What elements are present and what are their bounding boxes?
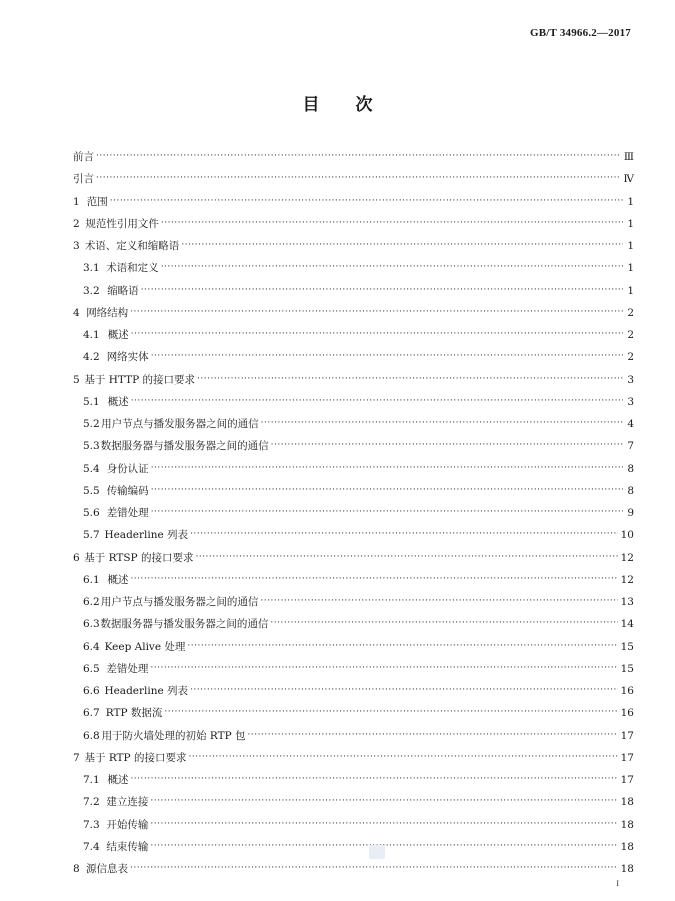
toc-entry-page: 16 <box>620 707 634 720</box>
toc-entry-number: 7.3 <box>83 818 100 831</box>
toc-entry-title: 网络结构 <box>86 306 129 319</box>
toc-entry-number: 5.3 <box>83 440 100 453</box>
toc-entry-page: 1 <box>627 284 634 297</box>
toc-entry[interactable] <box>73 416 634 438</box>
toc-entry-title: 术语和定义 <box>106 262 159 275</box>
toc-entry-number: 5.7 <box>83 529 100 542</box>
toc-entry-number: 7.4 <box>83 840 100 853</box>
page-title-char-2: 次 <box>355 95 373 115</box>
toc-entry-number: 5.1 <box>83 395 100 408</box>
toc-dot-leader <box>261 418 623 428</box>
toc-entry-number: 6.3 <box>83 618 100 631</box>
toc-dot-leader <box>131 396 623 406</box>
toc-entry-page: 17 <box>620 729 634 742</box>
toc-entry-title: 身份认证 <box>106 462 149 475</box>
toc-entry-title: 概述 <box>107 573 129 586</box>
toc-dot-leader <box>130 574 617 584</box>
toc-entry-page: 17 <box>620 751 634 764</box>
toc-entry-page: 16 <box>620 685 634 697</box>
toc-dot-leader <box>181 240 623 250</box>
toc-entry-title: 前言 <box>73 151 94 163</box>
toc-dot-leader <box>150 663 617 673</box>
toc-entry[interactable] <box>73 327 634 349</box>
toc-dot-leader <box>151 351 623 361</box>
toc-entry[interactable] <box>73 683 634 705</box>
toc-entry[interactable] <box>73 349 634 371</box>
toc-entry-page: 4 <box>627 418 634 430</box>
toc-entry-page: 12 <box>620 573 634 586</box>
toc-entry[interactable] <box>73 260 634 282</box>
toc-dot-leader <box>248 730 618 740</box>
toc-entry-page: 1 <box>627 240 634 252</box>
toc-entry-title: 基于 RTP 的接口要求 <box>84 751 187 764</box>
toc-entry[interactable] <box>73 639 634 661</box>
toc-entry-number: 5.2 <box>83 418 100 430</box>
toc-entry[interactable] <box>73 705 634 727</box>
toc-entry[interactable] <box>73 438 634 460</box>
toc-entry-title: 网络实体 <box>106 351 149 364</box>
toc-entry[interactable] <box>73 372 634 394</box>
toc-entry-number: 6 <box>73 551 80 564</box>
toc-entry[interactable] <box>73 550 634 572</box>
toc-entry-number: 6.5 <box>83 662 100 675</box>
toc-entry[interactable] <box>73 839 634 861</box>
toc-entry-title: 用户节点与播发服务器之间的通信 <box>101 418 259 430</box>
toc-entry[interactable] <box>73 283 634 305</box>
toc-dot-leader <box>197 374 623 384</box>
toc-entry-page: 17 <box>620 774 634 786</box>
toc-entry-title: 结束传输 <box>106 840 149 853</box>
toc-entry-number: 6.1 <box>83 573 100 586</box>
toc-dot-leader <box>190 529 618 539</box>
toc-entry-title: 概述 <box>107 395 129 408</box>
toc-entry-number: 4.2 <box>83 351 100 364</box>
toc-dot-leader <box>270 618 617 628</box>
toc-entry-page: 15 <box>620 662 634 675</box>
toc-entry-page: 1 <box>627 195 634 208</box>
toc-dot-leader <box>96 173 621 183</box>
toc-entry[interactable] <box>73 594 634 616</box>
toc-entry-page: 2 <box>627 306 634 319</box>
toc-entry[interactable] <box>73 772 634 794</box>
toc-dot-leader <box>130 774 617 784</box>
toc-dot-leader <box>271 440 623 450</box>
toc-dot-leader <box>190 685 618 695</box>
page-title <box>0 90 675 115</box>
toc-dot-leader <box>187 641 617 651</box>
toc-dot-leader <box>131 329 623 339</box>
toc-dot-leader <box>110 196 623 206</box>
toc-entry-page: 3 <box>627 395 634 408</box>
toc-dot-leader <box>141 285 623 295</box>
toc-dot-leader <box>130 307 623 317</box>
toc-entry[interactable] <box>73 505 634 527</box>
toc-entry[interactable] <box>73 461 634 483</box>
toc-entry-number: 7.1 <box>83 774 100 786</box>
watermark-mark <box>369 845 385 859</box>
toc-entry-page: 3 <box>627 373 634 386</box>
toc-entry-number: 5.4 <box>83 462 100 475</box>
toc-entry-title: 规范性引用文件 <box>85 217 159 230</box>
toc-entry-page: 12 <box>620 551 634 564</box>
toc-entry-page: Ⅳ <box>623 173 634 186</box>
toc-dot-leader <box>151 463 623 473</box>
toc-entry-number: 4.1 <box>83 329 100 341</box>
toc-entry-page: 8 <box>627 462 634 475</box>
toc-dot-leader <box>130 863 618 873</box>
toc-entry-title: 基于 RTSP 的接口要求 <box>84 551 194 564</box>
toc-entry[interactable] <box>73 194 634 216</box>
toc-entry[interactable] <box>73 394 634 416</box>
toc-entry-title: 数据服务器与播发服务器之间的通信 <box>100 618 269 631</box>
toc-entry-number: 7 <box>73 751 80 764</box>
toc-entry-number: 6.6 <box>83 685 100 697</box>
toc-entry-title: Headerline 列表 <box>104 529 189 542</box>
toc-entry[interactable] <box>73 171 634 193</box>
page-title-char-1: 目 <box>302 95 320 115</box>
toc-entry-page: 18 <box>620 863 634 875</box>
toc-dot-leader <box>151 485 623 495</box>
toc-entry-page: 2 <box>627 351 634 364</box>
toc-entry-number: 5 <box>73 373 80 386</box>
toc-entry-number: 6.2 <box>83 596 100 608</box>
toc-entry-title: 建立连接 <box>106 796 149 809</box>
toc-entry-title: 范围 <box>86 195 108 208</box>
toc-dot-leader <box>150 819 617 829</box>
toc-entry-number: 2 <box>73 217 80 230</box>
toc-entry-page: 18 <box>620 840 634 853</box>
toc-entry-page: 14 <box>620 618 634 631</box>
toc-entry-page: 13 <box>620 596 634 608</box>
toc-entry[interactable] <box>73 527 634 549</box>
toc-entry-number: 4 <box>73 306 80 319</box>
toc-entry-title: 术语、定义和缩略语 <box>84 240 180 252</box>
toc-dot-leader <box>161 218 623 228</box>
toc-entry-page: Ⅲ <box>623 151 634 163</box>
toc-entry-number: 3.1 <box>83 262 100 275</box>
toc-entry-number: 6.4 <box>83 640 100 653</box>
toc-dot-leader <box>188 752 617 762</box>
toc-entry-title: 基于 HTTP 的接口要求 <box>84 373 195 386</box>
toc-entry-number: 7.2 <box>83 796 100 809</box>
toc-entry-page: 1 <box>627 217 634 230</box>
table-of-contents <box>73 149 634 883</box>
toc-entry-title: 概述 <box>107 774 129 786</box>
toc-entry[interactable] <box>73 149 634 171</box>
toc-entry-page: 10 <box>620 529 634 542</box>
toc-entry-title: 传输编码 <box>106 484 149 497</box>
toc-dot-leader <box>150 796 617 806</box>
toc-entry-title: 源信息表 <box>86 863 129 875</box>
toc-entry-page: 7 <box>627 440 634 453</box>
toc-entry-title: Keep Alive 处理 <box>104 640 186 653</box>
toc-dot-leader <box>161 262 623 272</box>
toc-dot-leader <box>96 151 621 161</box>
toc-entry-number: 5.6 <box>83 507 100 519</box>
toc-entry[interactable] <box>73 750 634 772</box>
toc-dot-leader <box>260 596 617 606</box>
toc-entry-number: 3 <box>73 240 80 252</box>
toc-entry-title: Headerline 列表 <box>104 685 189 697</box>
toc-entry-title: 开始传输 <box>106 818 149 831</box>
toc-entry-number: 3.2 <box>83 284 100 297</box>
toc-entry[interactable] <box>73 572 634 594</box>
toc-entry[interactable] <box>73 238 634 260</box>
page-number: I <box>616 879 619 888</box>
toc-entry[interactable] <box>73 616 634 638</box>
toc-entry[interactable] <box>73 794 634 816</box>
toc-entry[interactable] <box>73 483 634 505</box>
toc-entry-title: RTP 数据流 <box>105 707 163 720</box>
toc-entry-number: 5.5 <box>83 484 100 497</box>
toc-entry-number: 1 <box>73 195 80 208</box>
toc-entry[interactable] <box>73 305 634 327</box>
toc-entry-page: 18 <box>620 818 634 831</box>
toc-entry[interactable] <box>73 216 634 238</box>
toc-entry-title: 差错处理 <box>106 507 149 519</box>
toc-entry-number: 8 <box>73 863 80 875</box>
toc-entry-page: 9 <box>627 507 634 519</box>
toc-entry-title: 缩略语 <box>107 284 139 297</box>
toc-entry-title: 概述 <box>107 329 129 341</box>
toc-entry-page: 18 <box>620 796 634 809</box>
toc-entry-page: 8 <box>627 484 634 497</box>
standard-code: GB/T 34966.2—2017 <box>530 27 631 39</box>
toc-entry[interactable] <box>73 661 634 683</box>
toc-entry-number: 6.8 <box>83 729 100 742</box>
toc-entry[interactable] <box>73 861 634 883</box>
toc-entry-title: 用于防火墙处理的初始 RTP 包 <box>101 729 246 742</box>
toc-entry-title: 用户节点与播发服务器之间的通信 <box>100 596 259 608</box>
toc-entry-title: 引言 <box>73 173 94 186</box>
toc-dot-leader <box>195 552 617 562</box>
toc-entry[interactable] <box>73 817 634 839</box>
toc-dot-leader <box>151 507 623 517</box>
toc-entry-page: 15 <box>620 640 634 653</box>
toc-dot-leader <box>164 707 617 717</box>
toc-entry-number: 6.7 <box>83 707 100 720</box>
toc-entry-page: 1 <box>627 262 634 275</box>
toc-entry-title: 差错处理 <box>106 662 149 675</box>
toc-entry-page: 2 <box>627 329 634 341</box>
toc-entry-title: 数据服务器与播发服务器之间的通信 <box>100 440 269 453</box>
toc-entry[interactable] <box>73 728 634 750</box>
